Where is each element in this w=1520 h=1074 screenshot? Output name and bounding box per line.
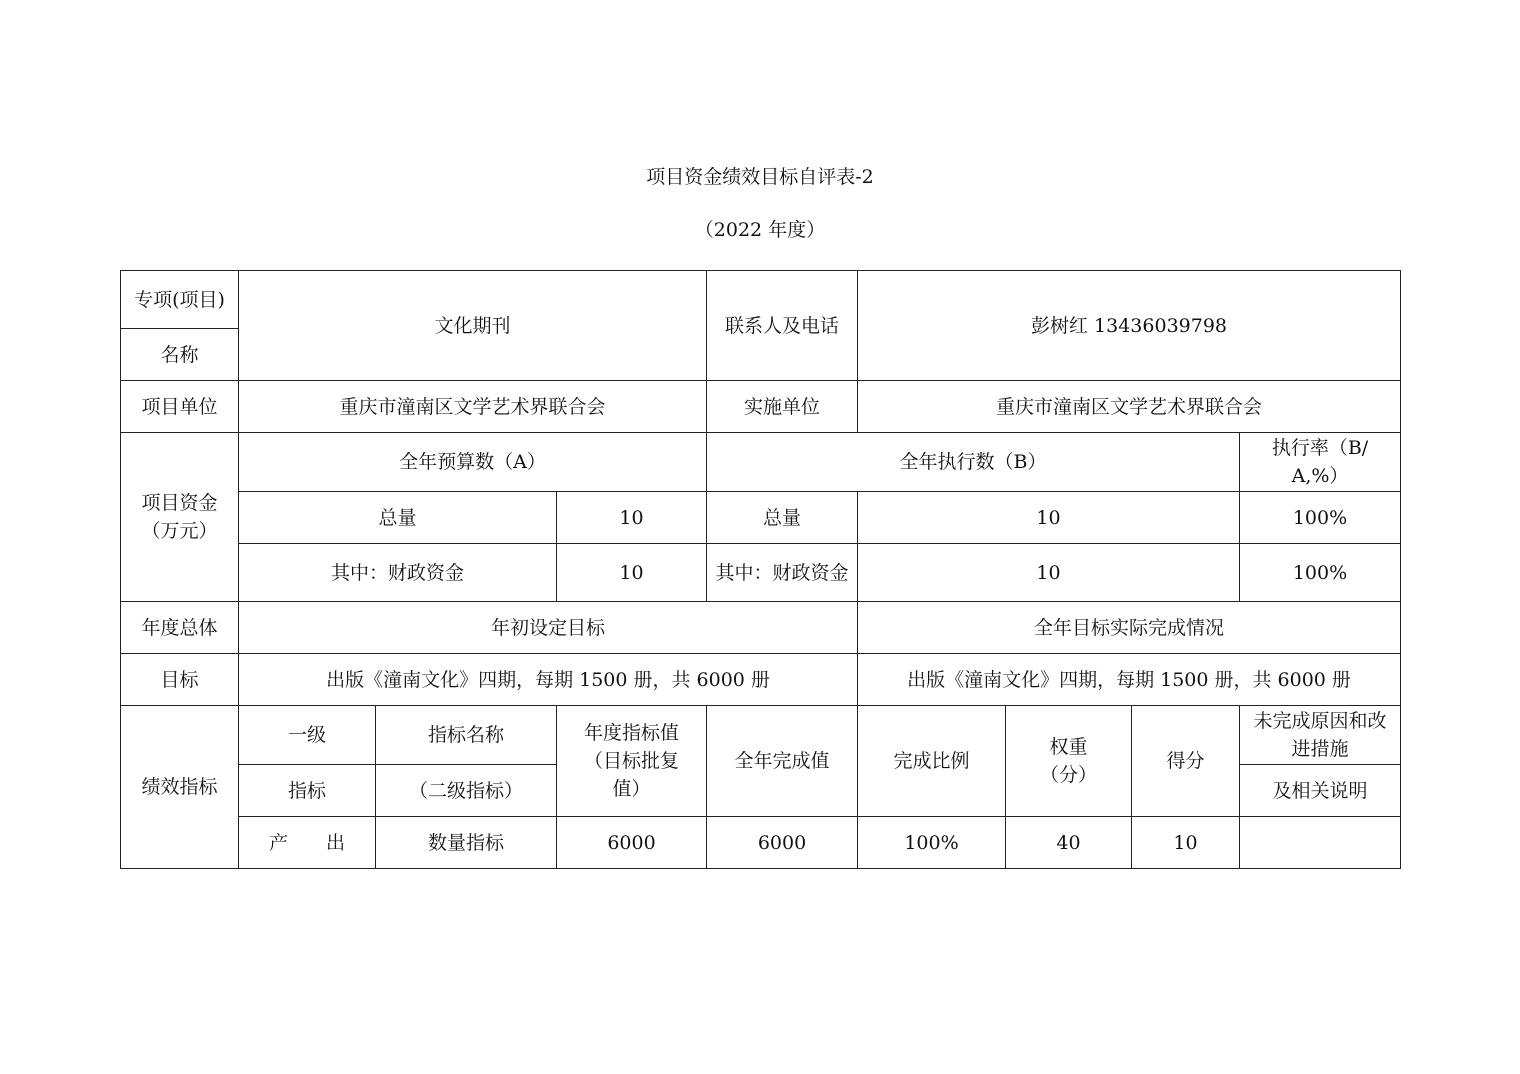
output-category bbox=[239, 817, 376, 869]
contact-value: 彭树红 13436039798 bbox=[858, 271, 1401, 381]
project-name-value: 文化期刊 bbox=[239, 271, 707, 381]
initial-target-header: 年初设定目标 bbox=[239, 602, 858, 654]
fiscal-budget-value: 10 bbox=[557, 544, 707, 602]
impl-value: 重庆市潼南区文学艺术界联合会 bbox=[858, 381, 1401, 433]
reason-header-b: 及相关说明 bbox=[1240, 765, 1401, 817]
annual-target-label-2: 目标 bbox=[121, 654, 239, 706]
total-rate-value: 100% bbox=[1240, 492, 1401, 544]
row-score: 10 bbox=[1132, 817, 1240, 869]
total-label-exec: 总量 bbox=[707, 492, 858, 544]
row-weight: 40 bbox=[1006, 817, 1132, 869]
indicator-name-header-b: （二级指标） bbox=[376, 765, 557, 817]
level1-header-b: 指标 bbox=[239, 765, 376, 817]
completion-ratio-header: 完成比例 bbox=[858, 706, 1006, 817]
total-label-budget: 总量 bbox=[239, 492, 557, 544]
unit-value: 重庆市潼南区文学艺术界联合会 bbox=[239, 381, 707, 433]
total-exec-value: 10 bbox=[858, 492, 1240, 544]
weight-header: 权重（分） bbox=[1006, 706, 1132, 817]
indicator-name-header-a: 指标名称 bbox=[376, 706, 557, 765]
contact-label: 联系人及电话 bbox=[707, 271, 858, 381]
score-header: 得分 bbox=[1132, 706, 1240, 817]
fiscal-rate-value: 100% bbox=[1240, 544, 1401, 602]
funds-label: 项目资金（万元） bbox=[121, 433, 239, 602]
page-subtitle: （2022 年度） bbox=[694, 219, 826, 241]
output-char-2: 出 bbox=[326, 831, 346, 854]
fiscal-label-exec: 其中：财政资金 bbox=[707, 544, 858, 602]
project-name-label-2: 名称 bbox=[121, 329, 239, 381]
budget-header: 全年预算数（A） bbox=[239, 433, 707, 492]
row-reason bbox=[1240, 817, 1401, 869]
output-char-1: 产 bbox=[268, 831, 288, 854]
row-annual-value: 6000 bbox=[557, 817, 707, 869]
project-name-label-1: 专项(项目) bbox=[121, 271, 239, 329]
fiscal-label-budget: 其中：财政资金 bbox=[239, 544, 557, 602]
annual-target-label-1: 年度总体 bbox=[121, 602, 239, 654]
total-budget-value: 10 bbox=[557, 492, 707, 544]
rate-header: 执行率（B/A,%） bbox=[1240, 433, 1401, 492]
exec-header: 全年执行数（B） bbox=[707, 433, 1240, 492]
impl-label: 实施单位 bbox=[707, 381, 858, 433]
row-full-year-value: 6000 bbox=[707, 817, 858, 869]
evaluation-table-body bbox=[120, 270, 1401, 869]
full-year-value-header: 全年完成值 bbox=[707, 706, 858, 817]
row-completion-ratio: 100% bbox=[858, 817, 1006, 869]
annual-value-header: 年度指标值（目标批复值） bbox=[557, 706, 707, 817]
actual-result-value: 出版《潼南文化》四期，每期 1500 册，共 6000 册 bbox=[858, 654, 1401, 706]
page-title: 项目资金绩效目标自评表-2 bbox=[646, 166, 874, 188]
unit-label: 项目单位 bbox=[121, 381, 239, 433]
initial-target-value: 出版《潼南文化》四期，每期 1500 册，共 6000 册 bbox=[239, 654, 858, 706]
actual-result-header: 全年目标实际完成情况 bbox=[858, 602, 1401, 654]
quantity-indicator: 数量指标 bbox=[376, 817, 557, 869]
reason-header-a: 未完成原因和改进措施 bbox=[1240, 706, 1401, 765]
perf-indicator-label: 绩效指标 bbox=[121, 706, 239, 869]
level1-header-a: 一级 bbox=[239, 706, 376, 765]
fiscal-exec-value: 10 bbox=[858, 544, 1240, 602]
